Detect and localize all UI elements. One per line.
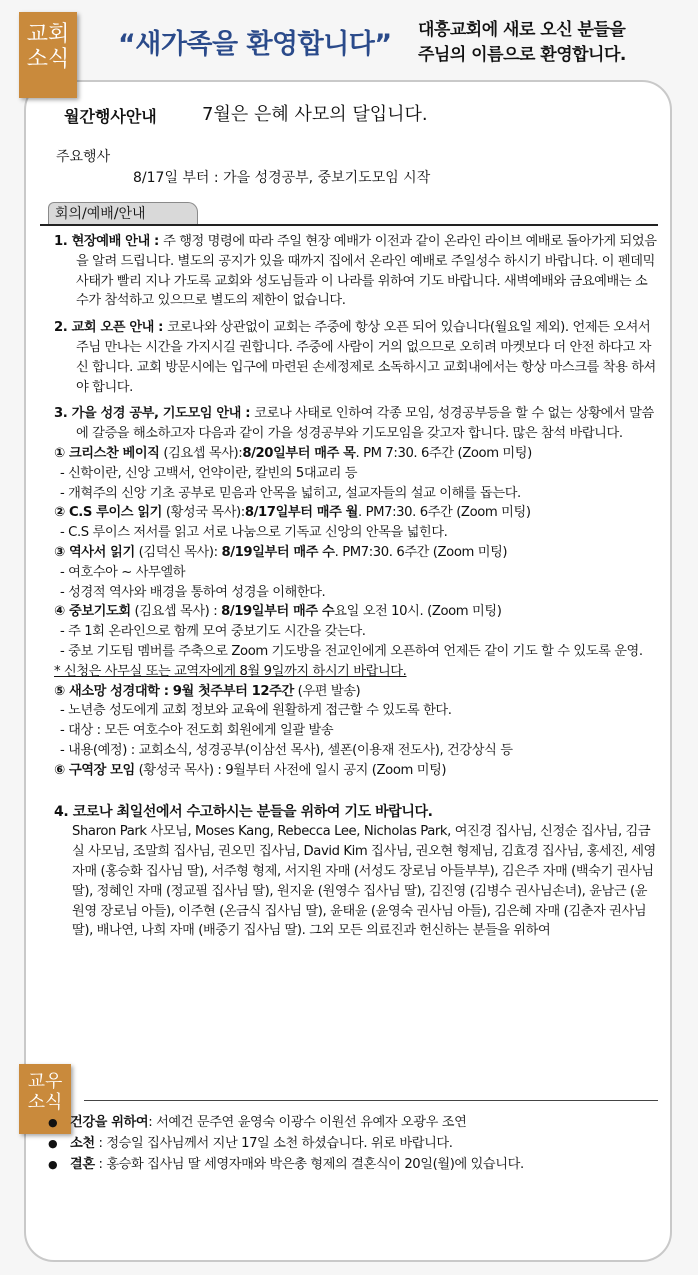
course-1-detail-2: - 개혁주의 신앙 기초 공부로 믿음과 안목을 넓히고, 설교자들의 설교 이해를 돕는다.	[60, 485, 521, 501]
greeting-line1: 대흥교회에 새로 오신 분들을	[418, 20, 626, 40]
course-4	[54, 602, 659, 622]
course-4-teacher: (김요셉 목사) :	[130, 604, 222, 620]
member-news-tag-line2: 소식	[27, 1091, 63, 1113]
member-news-passing-text: : 정승일 집사님께서 지난 17일 소천 하셨습니다. 위로 바랍니다.	[94, 1136, 453, 1151]
course-6-title: ⑥ 구역장 모임	[54, 762, 135, 778]
main-events-title: 주요행사	[56, 149, 111, 165]
church-news-tag-line1: 교회	[26, 22, 70, 47]
member-news-wedding-text: : 홍승화 집사님 딸 세영자매와 박은총 형제의 결혼식이 20일(월)에 있습니다.	[94, 1157, 524, 1172]
course-4-detail-1: - 주 1회 온라인으로 함께 모여 중보기도 시간을 갖는다.	[60, 624, 366, 640]
course-6-text: (황성국 목사) : 9월부터 사전에 일시 공지 (Zoom 미팅)	[134, 762, 447, 778]
section-tab-meetings: 회의/예배/안내	[48, 202, 198, 224]
course-1-teacher: (김요셉 목사):	[159, 445, 243, 461]
course-5-detail-2: - 대상 : 모든 여호수아 전도회 회원에게 일괄 발송	[60, 723, 334, 739]
course-2-teacher: (황성국 목사):	[162, 505, 245, 521]
course-1-time: . PM 7:30. 6주간 (Zoom 미팅)	[355, 445, 532, 461]
announcement-3	[54, 404, 659, 444]
member-news-tag-line1: 교우	[27, 1071, 63, 1092]
welcome-headline: “새가족을 환영합니다”	[118, 29, 392, 60]
main-events-item: 8/17일 부터 : 가을 성경공부, 중보기도모임 시작	[133, 170, 431, 186]
course-6	[54, 761, 659, 781]
member-news-health-label: 건강을 위하여	[70, 1115, 149, 1130]
section-divider	[40, 224, 658, 226]
course-2-when: 8/17일부터 매주 월	[244, 505, 359, 521]
member-news-passing	[48, 1133, 668, 1154]
course-2	[54, 503, 659, 523]
welcome-greeting	[418, 18, 626, 68]
member-news-wedding-label: 결혼	[70, 1157, 95, 1172]
announcement-2-title: 2. 교회 오픈 안내 :	[54, 320, 168, 336]
course-3-teacher: (김덕신 목사):	[134, 544, 222, 560]
announcement-2	[54, 318, 659, 397]
course-3-time: . PM7:30. 6주간 (Zoom 미팅)	[334, 544, 508, 560]
course-1-detail-1: - 신학이란, 신앙 고백서, 언약이란, 칼빈의 5대교리 등	[60, 465, 358, 481]
course-3-detail-2: - 성경적 역사와 배경을 통하여 성경을 이해한다.	[60, 584, 326, 600]
course-5	[54, 682, 659, 702]
course-5-note: (우편 발송)	[293, 683, 361, 699]
announcements	[54, 232, 659, 941]
course-1-title: ① 크리스찬 베이직	[54, 445, 160, 461]
course-2-detail-1: - C.S 루이스 저서를 읽고 서로 나눔으로 기독교 신앙의 안목을 넓힌다.	[60, 525, 448, 541]
monthly-theme: 7월은 은혜 사모의 달입니다.	[202, 104, 428, 125]
course-1-when: 8/20일부터 매주 목	[242, 445, 356, 461]
member-news-health	[48, 1112, 668, 1133]
course-4-time: 요일 오전 10시. (Zoom 미팅)	[334, 604, 502, 620]
announcement-2-text: 코로나와 상관없이 교회는 주중에 항상 오픈 되어 있습니다(월요일 제외). 언제든 오셔서 주님 만나는 시간을 가지시길 권합니다. 주중에 사람이 거의 없으므로 오히려 마켓보다 더 안전 하다고 자신 합니다. 교회 방문시에는 입구에 마련된 손세정제로 소독하시고 교회내에서는 항상 마스크를 착용 하셔야 합니다.	[76, 320, 656, 395]
announcement-3-text: 코로나 사태로 인하여 각종 모임, 성경공부등을 할 수 없는 상황에서 말씀에 갈증을 해소하고자 다음과 같이 가을 성경공부와 기도모임을 갖고자 합니다. 많은 참석 바랍니다.	[76, 406, 654, 442]
announcement-1-title: 1. 현장예배 안내 :	[54, 234, 164, 249]
member-news-list	[48, 1112, 668, 1175]
prayer-title: 4. 코로나 최일선에서 수고하시는 분들을 위하여 기도 바랍니다.	[54, 803, 433, 820]
announcement-3-title: 3. 가을 성경 공부, 기도모임 안내 :	[54, 406, 255, 422]
greeting-line2: 주님의 이름으로 환영합니다.	[418, 45, 626, 65]
course-4-detail-2: - 중보 기도팀 멤버를 주축으로 Zoom 기도방을 전교인에게 오픈하여 언제든 같이 기도 할 수 있도록 운영.	[60, 643, 643, 659]
church-news-tag-line2: 소식	[26, 47, 70, 73]
course-5-detail-1: - 노년층 성도에게 교회 정보와 교육에 원활하게 접근할 수 있도록 한다.	[60, 703, 452, 719]
course-1	[54, 444, 659, 464]
church-news-tag	[19, 12, 77, 98]
course-3-title: ③ 역사서 읽기	[54, 544, 135, 560]
course-3-detail-1: - 여호수아 ~ 사무엘하	[60, 564, 186, 580]
monthly-event-label: 월간행사안내	[64, 107, 157, 126]
prayer-names: Sharon Park 사모님, Moses Kang, Rebecca Lee, Nicholas Park, 여진경 집사님, 신정순 집사님, 김금실 사모님, 조말희 집사님, 권오민 집사님, David Kim 집사님, 권오현 형제님, 김효경 집사님, 홍세진, 세영 자매 (홍승화 집사님 딸), 서주형 형제, 서지원 자매 (서성도 장로님 아들부부), 김은주 자매 (백숙기 권사님 딸), 정혜인 자매 (정교필 집사님 딸), 원지윤 (원영수 집사님 딸), 김진영 (김병수 권사님손녀), 윤남근 (윤원영 장로님 아들), 이주현 (온금식 집사님 딸), 윤태윤 (윤영숙 권사님 아들), 김은혜 자매 (김춘자 권사님 딸), 배나연, 나희 자매 (배중기 집사님 딸). 그외 모든 의료진과 헌신하는 분들을 위하여	[72, 824, 656, 939]
course-5-detail-3: - 내용(예정) : 교회소식, 성경공부(이삼선 목사), 셀폰(이용재 전도사), 건강상식 등	[60, 742, 513, 758]
announcement-1	[54, 232, 659, 311]
course-3-when: 8/19일부터 매주 수	[221, 544, 335, 560]
signup-note: * 신청은 사무실 또는 교역자에게 8월 9일까지 하시기 바랍니다.	[54, 663, 407, 679]
member-news-passing-label: 소천	[70, 1136, 95, 1151]
course-4-title: ④ 중보기도회	[54, 604, 131, 620]
course-2-time: . PM7:30. 6주간 (Zoom 미팅)	[358, 505, 531, 521]
course-3	[54, 543, 659, 563]
member-news-wedding	[48, 1154, 668, 1175]
announcement-1-text: 주 행정 명령에 따라 주일 현장 예배가 이전과 같이 온라인 라이브 예배로 돌아가게 되었음을 알려 드립니다. 별도의 공지가 있을 때까지 집에서 온라인 예배로 주일성수 하시기 바랍니다. 이 펜데믹 사태가 빨리 지나 가도록 교회와 성도님들과 이 나라를 위하여 기도 바랍니다. 새벽예배와 금요예배는 소수가 참석하고 있으므로 별도의 제한이 없습니다.	[76, 234, 657, 309]
course-4-when: 8/19일부터 매주 수	[221, 604, 335, 620]
member-news-health-text: : 서예건 문주연 윤영숙 이광수 이원선 유예자 오광우 조연	[148, 1115, 467, 1130]
member-news-divider	[84, 1100, 658, 1101]
course-5-title: ⑤ 새소망 성경대학 : 9월 첫주부터 12주간	[54, 683, 294, 699]
course-2-title: ② C.S 루이스 읽기	[54, 505, 163, 521]
